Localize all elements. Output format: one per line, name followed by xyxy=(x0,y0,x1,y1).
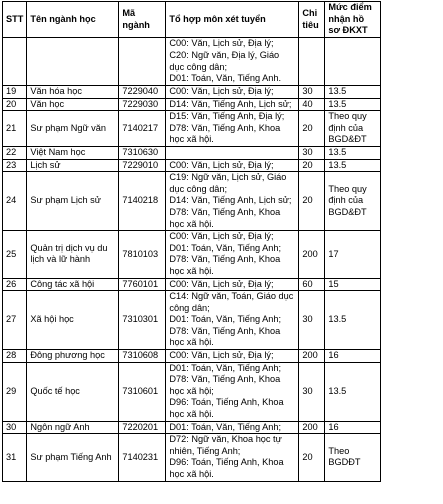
quota-cell: 60 xyxy=(299,278,325,291)
major-code-cell: 7310301 xyxy=(119,291,166,350)
major-name-cell: Văn hóa học xyxy=(27,86,119,99)
quota-cell: 20 xyxy=(299,159,325,172)
min-score-cell: Theo quy định của BGD&ĐT xyxy=(325,111,381,147)
subject-combination-cell xyxy=(166,434,299,481)
table-row xyxy=(3,111,381,147)
stt-cell: 26 xyxy=(3,278,27,291)
stt-cell: 30 xyxy=(3,421,27,434)
table-body xyxy=(3,38,381,482)
combination-line: D01: Toán, Văn, Tiếng Anh. xyxy=(169,73,282,84)
quota-cell: 30 xyxy=(299,86,325,99)
stt-cell: 20 xyxy=(3,98,27,111)
major-code-cell: 7310601 xyxy=(119,362,166,421)
major-name-cell: Xã hội học xyxy=(27,291,119,350)
major-name-cell xyxy=(27,38,119,86)
stt-cell: 21 xyxy=(3,111,27,147)
min-score-cell: 13.5 xyxy=(325,362,381,421)
header-min-score: Mức điểm nhận hồ sơ ĐKXT xyxy=(325,2,381,38)
quota-cell: 30 xyxy=(299,291,325,350)
table-row xyxy=(3,38,381,86)
quota-cell: 200 xyxy=(299,231,325,278)
major-code-cell: 7760101 xyxy=(119,278,166,291)
admissions-table xyxy=(2,1,381,482)
table-row xyxy=(3,278,381,291)
min-score-cell: 17 xyxy=(325,231,381,278)
table-row xyxy=(3,146,381,159)
combination-line: C00: Văn, Lịch sử, Địa lý; xyxy=(169,231,274,242)
quota-cell: 20 xyxy=(299,434,325,481)
table-row xyxy=(3,231,381,278)
subject-combination-cell xyxy=(166,159,299,172)
major-code-cell: 7140218 xyxy=(119,172,166,231)
subject-combination-cell xyxy=(166,350,299,363)
quota-cell: 200 xyxy=(299,350,325,363)
subject-combination-cell xyxy=(166,146,299,159)
major-name-cell: Quốc tế học xyxy=(27,362,119,421)
subject-combination-cell xyxy=(166,421,299,434)
table-row xyxy=(3,98,381,111)
stt-cell: 22 xyxy=(3,146,27,159)
major-name-cell: Sư phạm Tiếng Anh xyxy=(27,434,119,481)
major-name-cell: Quản trị dịch vụ du lịch và lữ hành xyxy=(27,231,119,278)
major-name-cell: Việt Nam học xyxy=(27,146,119,159)
stt-cell: 19 xyxy=(3,86,27,99)
combination-line: D01: Toán, Văn, Tiếng Anh; xyxy=(169,242,282,253)
combination-line: C14: Ngữ văn, Toán, Giáo dục công dân; xyxy=(169,291,294,313)
min-score-cell: 13.5 xyxy=(325,291,381,350)
min-score-cell: Theo BGDĐT xyxy=(325,434,381,481)
subject-combination-cell xyxy=(166,362,299,421)
table-row xyxy=(3,86,381,99)
major-code-cell xyxy=(119,38,166,86)
major-code-cell: 7220201 xyxy=(119,421,166,434)
combination-line: D15: Văn, Tiếng Anh, Địa lý; xyxy=(169,111,285,122)
subject-combination-cell xyxy=(166,86,299,99)
quota-cell: 20 xyxy=(299,111,325,147)
stt-cell: 27 xyxy=(3,291,27,350)
combination-line: D78: Văn, Tiếng Anh, Khoa học xã hội. xyxy=(169,325,281,348)
table-row xyxy=(3,350,381,363)
major-name-cell: Công tác xã hội xyxy=(27,278,119,291)
header-subject-combination: Tổ hợp môn xét tuyển xyxy=(166,2,299,38)
major-code-cell: 7140231 xyxy=(119,434,166,481)
stt-cell: 25 xyxy=(3,231,27,278)
combination-line: D78: Văn, Tiếng Anh, Khoa học xã hội. xyxy=(169,206,281,229)
quota-cell: 30 xyxy=(299,362,325,421)
min-score-cell: 13.5 xyxy=(325,159,381,172)
min-score-cell: 13.5 xyxy=(325,86,381,99)
combination-line: C00: Văn, Lịch sử, Địa lý; xyxy=(169,159,274,170)
table-row xyxy=(3,172,381,231)
major-code-cell: 7229010 xyxy=(119,159,166,172)
min-score-cell xyxy=(325,38,381,86)
combination-line: D01: Toán, Văn, Tiếng Anh; xyxy=(169,314,282,325)
table-row xyxy=(3,159,381,172)
major-name-cell: Lịch sử xyxy=(27,159,119,172)
major-name-cell: Sư phạm Lịch sử xyxy=(27,172,119,231)
major-code-cell: 7229030 xyxy=(119,98,166,111)
quota-cell: 30 xyxy=(299,146,325,159)
subject-combination-cell xyxy=(166,38,299,86)
combination-line: D78: Văn, Tiếng Anh, Khoa học xã hội. xyxy=(169,254,281,276)
stt-cell: 24 xyxy=(3,172,27,231)
combination-line: C00: Văn, Lịch sử, Địa lý; xyxy=(169,350,274,361)
min-score-cell: 13.5 xyxy=(325,98,381,111)
stt-cell: 31 xyxy=(3,434,27,481)
header-stt: STT xyxy=(3,2,27,38)
combination-line: D14: Văn, Tiếng Anh, Lịch sử; xyxy=(169,98,292,109)
subject-combination-cell xyxy=(166,98,299,111)
quota-cell: 40 xyxy=(299,98,325,111)
min-score-cell: 13.5 xyxy=(325,146,381,159)
combination-line: D01: Toán, Văn, Tiếng Anh; xyxy=(169,421,282,432)
subject-combination-cell xyxy=(166,231,299,278)
subject-combination-cell xyxy=(166,291,299,350)
min-score-cell: 16 xyxy=(325,421,381,434)
stt-cell xyxy=(3,38,27,86)
major-name-cell: Đông phương học xyxy=(27,350,119,363)
combination-line: D78: Văn, Tiếng Anh, Khoa học xã hội. xyxy=(169,122,281,145)
stt-cell: 28 xyxy=(3,350,27,363)
combination-line: D96: Toán, Tiếng Anh, Khoa học xã hội. xyxy=(169,457,284,479)
table-row xyxy=(3,362,381,421)
combination-line: D01: Toán, Văn, Tiếng Anh; xyxy=(169,362,282,373)
quota-cell: 200 xyxy=(299,421,325,434)
major-code-cell: 7310630 xyxy=(119,146,166,159)
min-score-cell: 15 xyxy=(325,278,381,291)
quota-cell: 20 xyxy=(299,172,325,231)
combination-line: C20: Ngữ văn, Địa lý, Giáo dục công dân; xyxy=(169,49,280,72)
combination-line: C00: Văn, Lịch sử, Địa lý; xyxy=(169,278,274,289)
combination-line: D14: Văn, Tiếng Anh, Lịch sử; xyxy=(169,195,292,206)
combination-line: C00: Văn, Lịch sử, Địa lý; xyxy=(169,86,274,96)
major-name-cell: Ngôn ngữ Anh xyxy=(27,421,119,434)
stt-cell: 23 xyxy=(3,159,27,172)
combination-line: C00: Văn, Lịch sử, Địa lý; xyxy=(169,38,274,49)
subject-combination-cell xyxy=(166,111,299,147)
table-row xyxy=(3,421,381,434)
subject-combination-cell xyxy=(166,172,299,231)
table-row xyxy=(3,434,381,481)
major-code-cell: 7229040 xyxy=(119,86,166,99)
header-major-name: Tên ngành học xyxy=(27,2,119,38)
combination-line: D78: Văn, Tiếng Anh, Khoa học xã hội; xyxy=(169,374,281,396)
min-score-cell: Theo quy định của BGD&ĐT xyxy=(325,172,381,231)
subject-combination-cell xyxy=(166,278,299,291)
table-row xyxy=(3,291,381,350)
major-code-cell: 7810103 xyxy=(119,231,166,278)
major-name-cell: Văn học xyxy=(27,98,119,111)
header-quota: Chỉ tiêu xyxy=(299,2,325,38)
combination-line: D96: Toán, Tiếng Anh, Khoa học xã hội. xyxy=(169,397,284,420)
combination-line: D72: Ngữ văn, Khoa học tự nhiên, Tiếng Anh; xyxy=(169,434,282,456)
major-code-cell: 7310608 xyxy=(119,350,166,363)
header-row xyxy=(3,2,381,38)
major-name-cell: Sư phạm Ngữ văn xyxy=(27,111,119,147)
stt-cell: 29 xyxy=(3,362,27,421)
major-code-cell: 7140217 xyxy=(119,111,166,147)
combination-line: C19: Ngữ văn, Lịch sử, Giáo dục công dân; xyxy=(169,172,287,194)
min-score-cell: 16 xyxy=(325,350,381,363)
header-major-code: Mã ngành xyxy=(119,2,166,38)
quota-cell xyxy=(299,38,325,86)
